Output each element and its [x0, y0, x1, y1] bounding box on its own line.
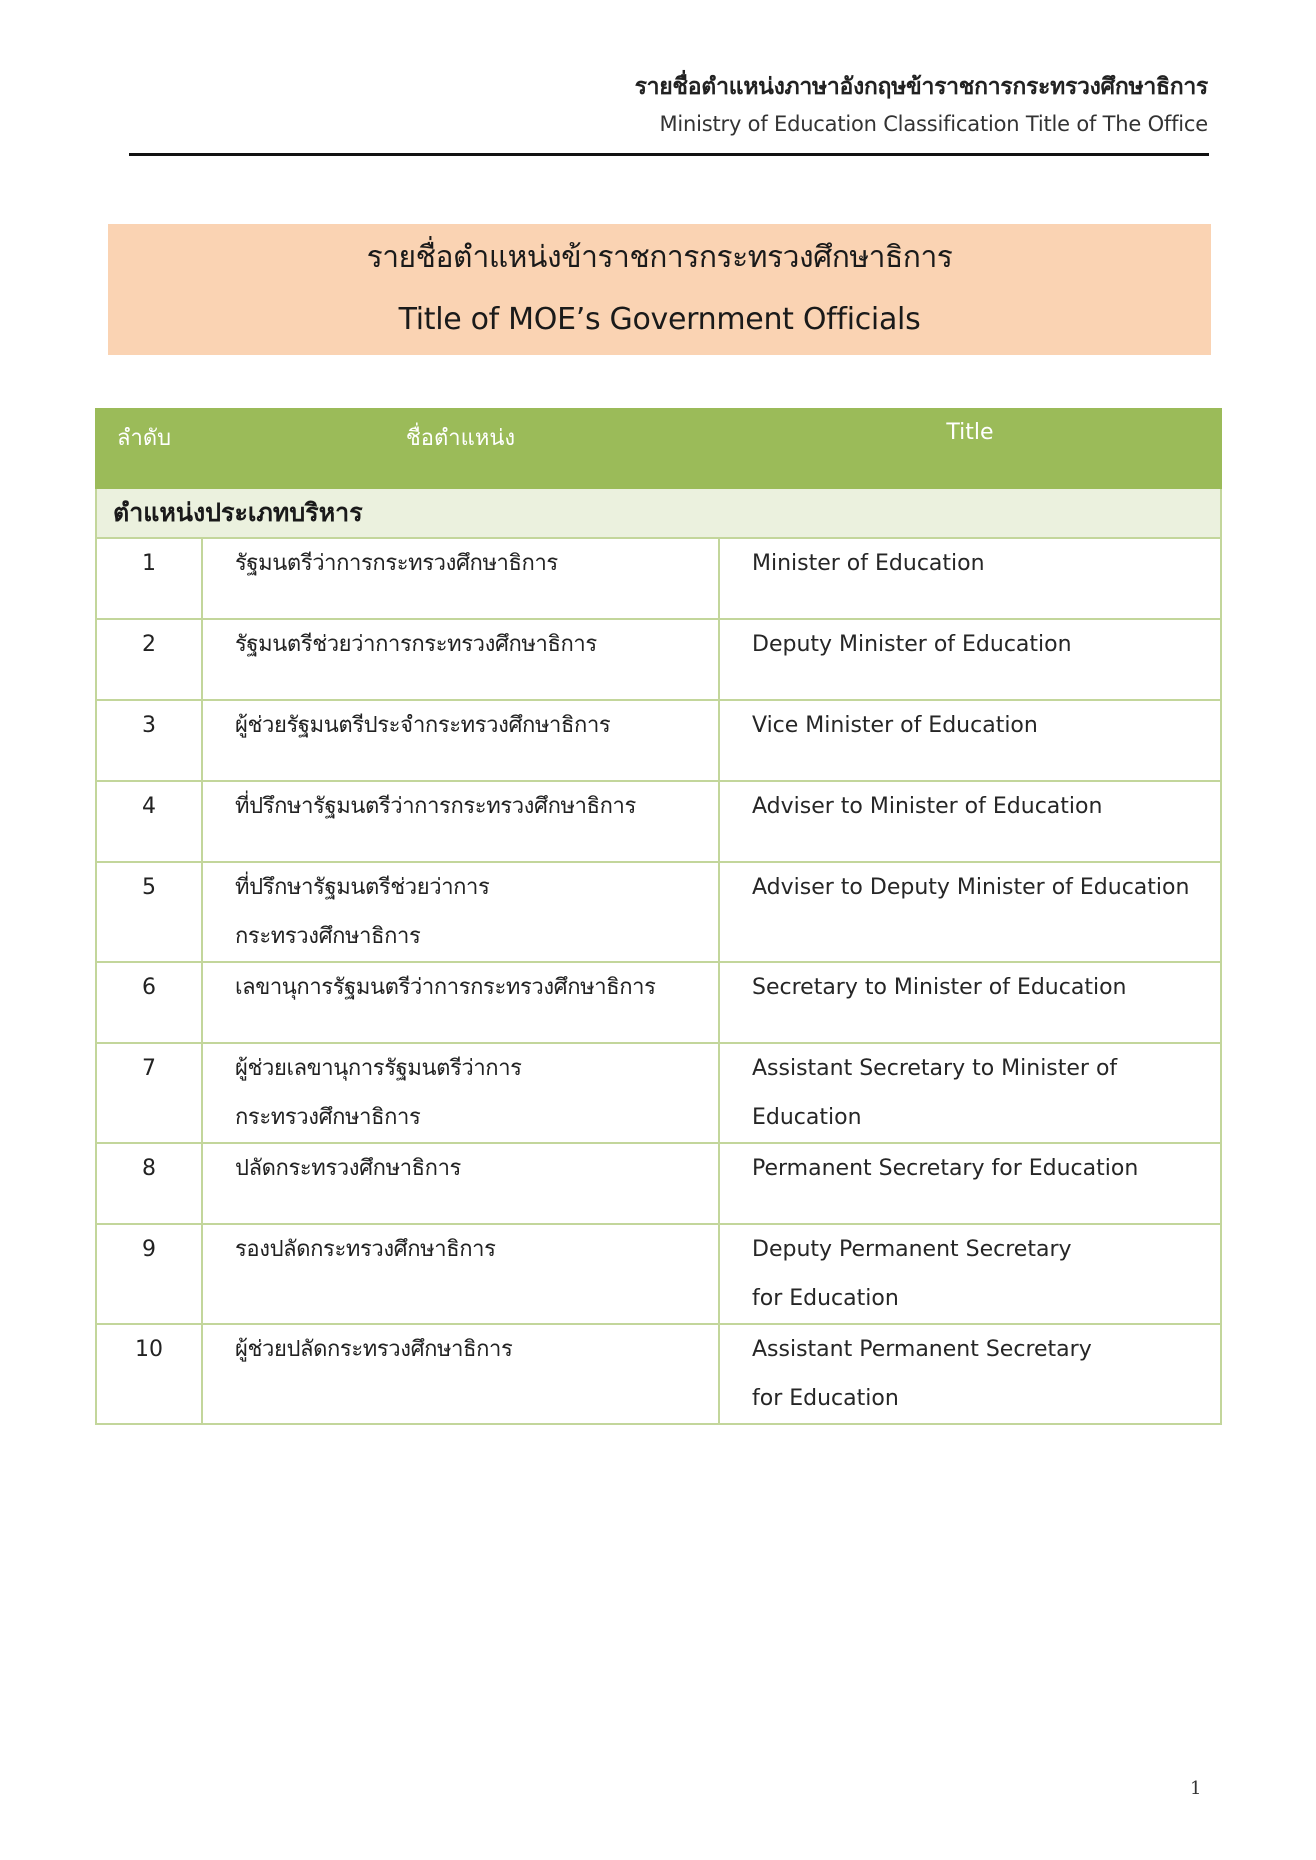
- positions-table: [95, 408, 1222, 1425]
- thai-title-line: ที่ปรึกษารัฐมนตรีช่วยว่าการ: [235, 875, 490, 900]
- row-thai-title: [202, 700, 719, 781]
- row-number: 10: [96, 1324, 202, 1424]
- column-header-number: ลำดับ: [96, 409, 202, 488]
- header-divider: [129, 153, 1209, 156]
- row-english-title: [719, 538, 1221, 619]
- row-thai-title: [202, 1043, 719, 1143]
- row-thai-title: [202, 781, 719, 862]
- column-header-thai-title: ชื่อตำแหน่ง: [202, 409, 719, 488]
- row-number: 2: [96, 619, 202, 700]
- column-header-english-title: Title: [719, 409, 1221, 488]
- english-title-line: for Education: [752, 1286, 899, 1311]
- table-row: [96, 862, 1221, 962]
- thai-title-line: ผู้ช่วยเลขานุการรัฐมนตรีว่าการ: [235, 1056, 522, 1081]
- english-title-line: Vice Minister of Education: [752, 713, 1038, 738]
- row-thai-title: [202, 538, 719, 619]
- row-english-title: [719, 700, 1221, 781]
- row-thai-title: [202, 1324, 719, 1424]
- english-title-line: Minister of Education: [752, 551, 985, 576]
- row-number: 6: [96, 962, 202, 1043]
- page-number: 1: [1190, 1778, 1202, 1799]
- row-thai-title: [202, 1143, 719, 1224]
- table-row: [96, 1224, 1221, 1324]
- row-english-title: [719, 1224, 1221, 1324]
- english-title-line: Assistant Permanent Secretary: [752, 1337, 1092, 1362]
- row-english-title: [719, 862, 1221, 962]
- table-row: [96, 1324, 1221, 1424]
- section-row: [96, 488, 1221, 538]
- thai-title-line: ผู้ช่วยปลัดกระทรวงศึกษาธิการ: [235, 1337, 513, 1362]
- row-thai-title: [202, 1224, 719, 1324]
- banner-title-th: รายชื่อตำแหน่งข้าราชการกระทรวงศึกษาธิการ: [366, 240, 953, 275]
- thai-title-line: ที่ปรึกษารัฐมนตรีว่าการกระทรวงศึกษาธิการ: [235, 794, 636, 819]
- table-row: [96, 700, 1221, 781]
- header-subtitle-en: Ministry of Education Classification Title of The Office: [659, 112, 1208, 136]
- row-number: 4: [96, 781, 202, 862]
- table-row: [96, 1043, 1221, 1143]
- row-thai-title: [202, 962, 719, 1043]
- table-header-row: [96, 409, 1221, 488]
- english-title-line: Assistant Secretary to Minister of: [752, 1056, 1118, 1081]
- row-thai-title: [202, 619, 719, 700]
- row-number: 8: [96, 1143, 202, 1224]
- table-row: [96, 619, 1221, 700]
- row-number: 9: [96, 1224, 202, 1324]
- english-title-line: Secretary to Minister of Education: [752, 975, 1127, 1000]
- thai-title-line: รองปลัดกระทรวงศึกษาธิการ: [235, 1237, 496, 1262]
- table-row: [96, 538, 1221, 619]
- english-title-line: Adviser to Deputy Minister of Education: [752, 875, 1190, 900]
- row-english-title: [719, 1324, 1221, 1424]
- table-row: [96, 1143, 1221, 1224]
- thai-title-line: รัฐมนตรีว่าการกระทรวงศึกษาธิการ: [235, 551, 558, 576]
- banner-title-en: Title of MOE’s Government Officials: [398, 302, 921, 337]
- thai-title-line: ปลัดกระทรวงศึกษาธิการ: [235, 1156, 461, 1181]
- thai-title-line: ผู้ช่วยรัฐมนตรีประจำกระทรวงศึกษาธิการ: [235, 713, 611, 738]
- row-english-title: [719, 1043, 1221, 1143]
- table-row: [96, 781, 1221, 862]
- english-title-line: Adviser to Minister of Education: [752, 794, 1103, 819]
- table-row: [96, 962, 1221, 1043]
- thai-title-line: กระทรวงศึกษาธิการ: [235, 1105, 421, 1130]
- row-number: 3: [96, 700, 202, 781]
- english-title-line: Deputy Minister of Education: [752, 632, 1072, 657]
- page-header: [129, 70, 1208, 140]
- english-title-line: for Education: [752, 1386, 899, 1411]
- thai-title-line: เลขานุการรัฐมนตรีว่าการกระทรวงศึกษาธิการ: [235, 975, 656, 1000]
- row-english-title: [719, 1143, 1221, 1224]
- english-title-line: Deputy Permanent Secretary: [752, 1237, 1072, 1262]
- english-title-line: Education: [752, 1105, 862, 1130]
- row-number: 7: [96, 1043, 202, 1143]
- row-thai-title: [202, 862, 719, 962]
- title-banner: [108, 224, 1211, 355]
- row-english-title: [719, 962, 1221, 1043]
- row-number: 5: [96, 862, 202, 962]
- row-english-title: [719, 619, 1221, 700]
- section-label: ตำแหน่งประเภทบริหาร: [96, 488, 1221, 538]
- row-number: 1: [96, 538, 202, 619]
- thai-title-line: กระทรวงศึกษาธิการ: [235, 924, 421, 949]
- row-english-title: [719, 781, 1221, 862]
- header-title-th: รายชื่อตำแหน่งภาษาอังกฤษข้าราชการกระทรวงศึกษาธิการ: [634, 74, 1208, 100]
- english-title-line: Permanent Secretary for Education: [752, 1156, 1139, 1181]
- thai-title-line: รัฐมนตรีช่วยว่าการกระทรวงศึกษาธิการ: [235, 632, 597, 657]
